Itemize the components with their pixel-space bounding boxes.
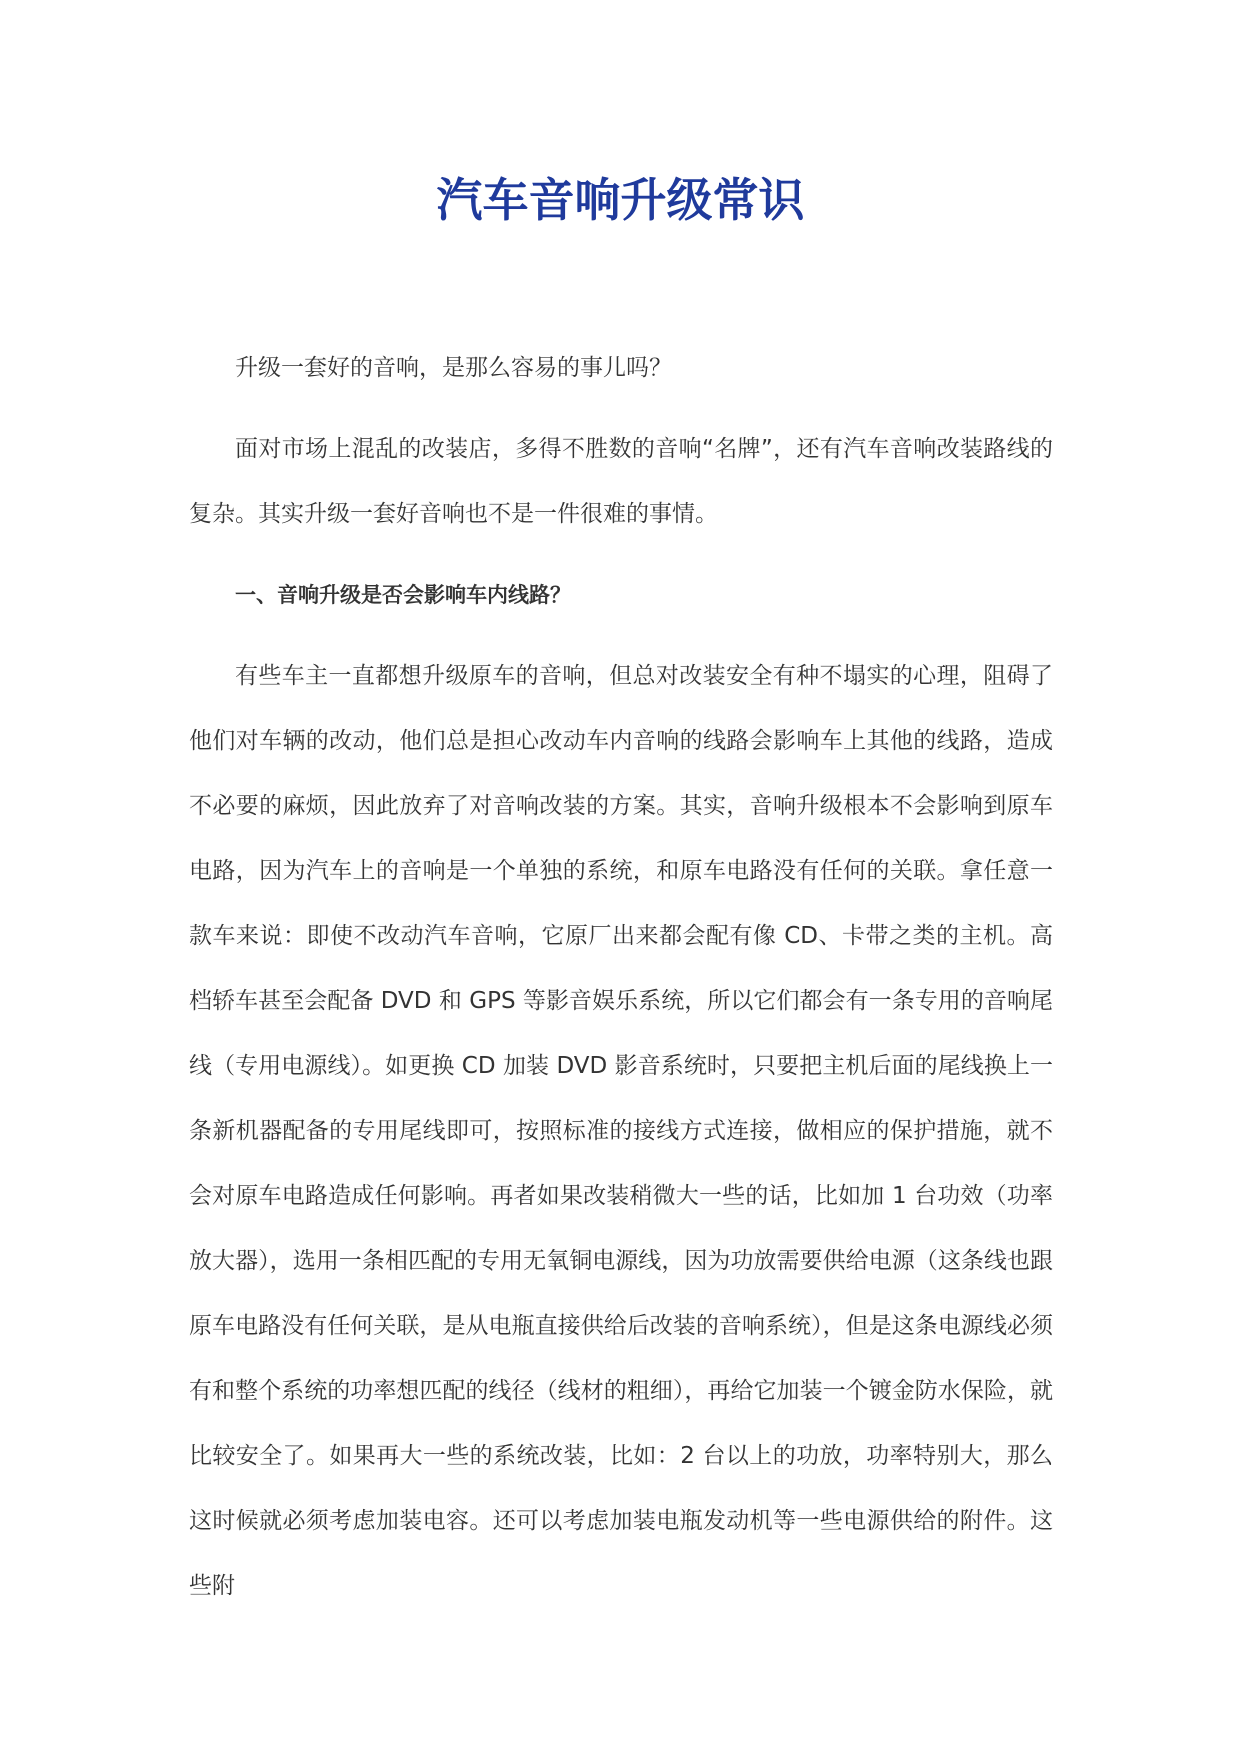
paragraph-market: 面对市场上混乱的改装店，多得不胜数的音响“名牌”，还有汽车音响改装路线的复杂。其实升级一套好音响也不是一件很难的事情。 bbox=[189, 436, 1053, 527]
section-heading-1: 一、音响升级是否会影响车内线路？ bbox=[235, 583, 571, 607]
paragraph-gap bbox=[189, 401, 1053, 417]
paragraph-intro-question: 升级一套好的音响，是那么容易的事儿吗？ bbox=[235, 355, 672, 381]
paragraph-gap bbox=[189, 628, 1053, 644]
page-title: 汽车音响升级常识 bbox=[436, 173, 805, 227]
document-body bbox=[189, 336, 1053, 1619]
paragraph-wiring-explanation: 有些车主一直都想升级原车的音响，但总对改装安全有种不塌实的心理，阻碍了他们对车辆的改动，他们总是担心改动车内音响的线路会影响车上其他的线路，造成不必要的麻烦，因此放弃了对音响改装的方案。其实，音响升级根本不会影响到原车电路，因为汽车上的音响是一个单独的系统，和原车电路没有任何的关联。拿任意一款车来说：即使不改动汽车音响，它原厂出来都会配有像 CD、卡带之类的主机。高档轿车甚至会配备 DVD 和 GPS 等影音娱乐系统，所以它们都会有一条专用的音响尾线（专用电源线）。如更换 CD 加装 DVD 影音系统时，只要把主机后面的尾线换上一条新机器配备的专用尾线即可，按照标准的接线方式连接，做相应的保护措施，就不会对原车电路造成任何影响。再者如果改装稍微大一些的话，比如加 1 台功效（功率放大器），选用一条相匹配的专用无氧铜电源线，因为功放需要供给电源（这条线也跟原车电路没有任何关联，是从电瓶直接供给后改装的音响系统），但是这条电源线必须有和整个系统的功率想匹配的线径（线材的粗细），再给它加装一个镀金防水保险，就比较安全了。如果再大一些的系统改装，比如：2 台以上的功放，功率特别大，那么这时候就必须考虑加装电容。还可以考虑加装电瓶发动机等一些电源供给的附件。这些附 bbox=[189, 663, 1053, 1599]
paragraph-gap bbox=[189, 547, 1053, 563]
